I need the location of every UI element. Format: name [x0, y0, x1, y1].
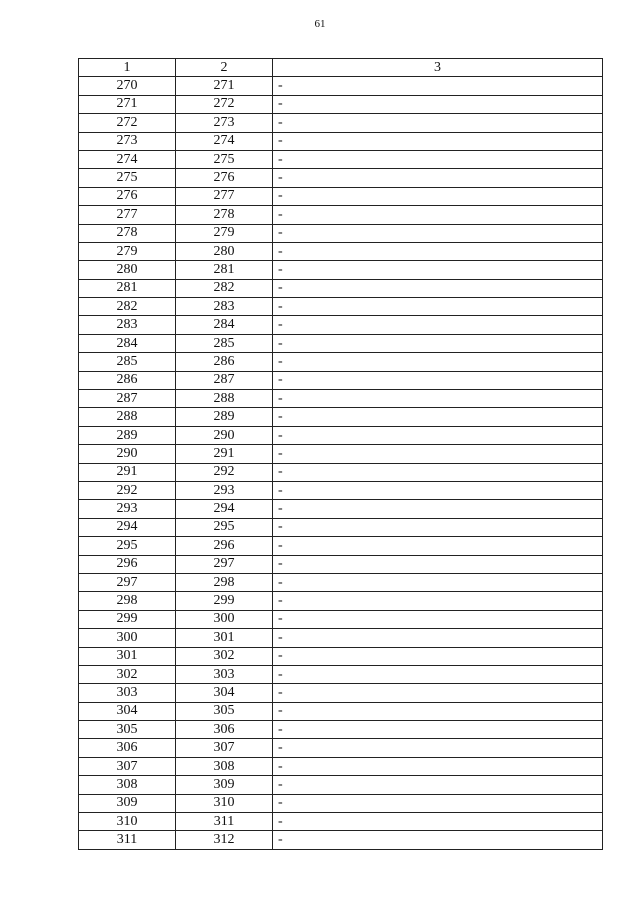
- cell-col-1: 302: [79, 665, 176, 683]
- cell-col-1: 283: [79, 316, 176, 334]
- cell-col-1: 304: [79, 702, 176, 720]
- cell-col-2: 287: [176, 371, 273, 389]
- cell-col-1: 278: [79, 224, 176, 242]
- cell-col-1: 281: [79, 279, 176, 297]
- cell-col-2: 279: [176, 224, 273, 242]
- cell-col-3: -: [273, 224, 603, 242]
- cell-col-3: -: [273, 279, 603, 297]
- cell-col-1: 288: [79, 408, 176, 426]
- table-row: [79, 114, 603, 132]
- cell-col-3: -: [273, 445, 603, 463]
- table-header: [79, 59, 603, 77]
- cell-col-2: 288: [176, 390, 273, 408]
- cell-col-2: 303: [176, 665, 273, 683]
- cell-col-1: 276: [79, 187, 176, 205]
- cell-col-3: -: [273, 334, 603, 352]
- cell-col-3: -: [273, 408, 603, 426]
- table-row: [79, 831, 603, 849]
- cell-col-2: 299: [176, 592, 273, 610]
- table-row: [79, 408, 603, 426]
- cell-col-3: -: [273, 114, 603, 132]
- cell-col-1: 274: [79, 150, 176, 168]
- column-header-3: 3: [273, 59, 603, 77]
- cell-col-2: 281: [176, 261, 273, 279]
- cell-col-2: 284: [176, 316, 273, 334]
- table-row: [79, 242, 603, 260]
- cell-col-3: -: [273, 169, 603, 187]
- cell-col-3: -: [273, 592, 603, 610]
- cell-col-2: 276: [176, 169, 273, 187]
- cell-col-3: -: [273, 95, 603, 113]
- cell-col-1: 287: [79, 390, 176, 408]
- cell-col-1: 291: [79, 463, 176, 481]
- table-row: [79, 224, 603, 242]
- table-row: [79, 665, 603, 683]
- table-row: [79, 77, 603, 95]
- cell-col-1: 275: [79, 169, 176, 187]
- table-row: [79, 776, 603, 794]
- cell-col-1: 271: [79, 95, 176, 113]
- cell-col-3: -: [273, 242, 603, 260]
- table-row: [79, 187, 603, 205]
- cell-col-1: 280: [79, 261, 176, 279]
- cell-col-3: -: [273, 721, 603, 739]
- cell-col-2: 283: [176, 298, 273, 316]
- table-row: [79, 757, 603, 775]
- table-row: [79, 481, 603, 499]
- cell-col-2: 277: [176, 187, 273, 205]
- table-row: [79, 555, 603, 573]
- cell-col-2: 302: [176, 647, 273, 665]
- cell-col-1: 285: [79, 353, 176, 371]
- cell-col-3: -: [273, 481, 603, 499]
- table-row: [79, 334, 603, 352]
- cell-col-2: 306: [176, 721, 273, 739]
- table-row: [79, 95, 603, 113]
- cell-col-2: 293: [176, 481, 273, 499]
- table-row: [79, 573, 603, 591]
- table-row: [79, 739, 603, 757]
- cell-col-3: -: [273, 647, 603, 665]
- cell-col-1: 290: [79, 445, 176, 463]
- cell-col-1: 303: [79, 684, 176, 702]
- cell-col-1: 298: [79, 592, 176, 610]
- cell-col-2: 309: [176, 776, 273, 794]
- table-row: [79, 629, 603, 647]
- table-row: [79, 279, 603, 297]
- cell-col-1: 310: [79, 813, 176, 831]
- cell-col-1: 270: [79, 77, 176, 95]
- cell-col-3: -: [273, 518, 603, 536]
- cell-col-2: 308: [176, 757, 273, 775]
- cell-col-3: -: [273, 757, 603, 775]
- cell-col-3: -: [273, 537, 603, 555]
- cell-col-1: 306: [79, 739, 176, 757]
- table-row: [79, 592, 603, 610]
- cell-col-3: -: [273, 426, 603, 444]
- cell-col-2: 275: [176, 150, 273, 168]
- cell-col-1: 297: [79, 573, 176, 591]
- cell-col-3: -: [273, 390, 603, 408]
- table-row: [79, 463, 603, 481]
- cell-col-3: -: [273, 610, 603, 628]
- cell-col-2: 286: [176, 353, 273, 371]
- data-table: [78, 58, 603, 850]
- cell-col-2: 307: [176, 739, 273, 757]
- cell-col-1: 293: [79, 500, 176, 518]
- page-number: 61: [314, 18, 326, 30]
- cell-col-3: -: [273, 684, 603, 702]
- cell-col-1: 296: [79, 555, 176, 573]
- cell-col-1: 273: [79, 132, 176, 150]
- cell-col-1: 301: [79, 647, 176, 665]
- table-row: [79, 647, 603, 665]
- cell-col-1: 277: [79, 206, 176, 224]
- cell-col-1: 279: [79, 242, 176, 260]
- table-row: [79, 794, 603, 812]
- cell-col-3: -: [273, 831, 603, 849]
- cell-col-2: 292: [176, 463, 273, 481]
- cell-col-2: 304: [176, 684, 273, 702]
- cell-col-3: -: [273, 132, 603, 150]
- cell-col-3: -: [273, 702, 603, 720]
- cell-col-3: -: [273, 298, 603, 316]
- cell-col-2: 278: [176, 206, 273, 224]
- cell-col-1: 299: [79, 610, 176, 628]
- table-row: [79, 206, 603, 224]
- cell-col-2: 295: [176, 518, 273, 536]
- cell-col-1: 292: [79, 481, 176, 499]
- cell-col-2: 291: [176, 445, 273, 463]
- cell-col-2: 305: [176, 702, 273, 720]
- table-row: [79, 298, 603, 316]
- cell-col-3: -: [273, 261, 603, 279]
- cell-col-3: -: [273, 665, 603, 683]
- cell-col-3: -: [273, 629, 603, 647]
- cell-col-3: -: [273, 555, 603, 573]
- cell-col-3: -: [273, 794, 603, 812]
- cell-col-3: -: [273, 316, 603, 334]
- cell-col-2: 300: [176, 610, 273, 628]
- cell-col-2: 311: [176, 813, 273, 831]
- cell-col-3: -: [273, 371, 603, 389]
- cell-col-1: 282: [79, 298, 176, 316]
- table-row: [79, 426, 603, 444]
- table-row: [79, 353, 603, 371]
- cell-col-3: -: [273, 776, 603, 794]
- cell-col-1: 311: [79, 831, 176, 849]
- table-row: [79, 445, 603, 463]
- cell-col-2: 273: [176, 114, 273, 132]
- cell-col-3: -: [273, 500, 603, 518]
- table-row: [79, 261, 603, 279]
- cell-col-1: 308: [79, 776, 176, 794]
- table-row: [79, 537, 603, 555]
- cell-col-2: 285: [176, 334, 273, 352]
- cell-col-1: 300: [79, 629, 176, 647]
- cell-col-1: 272: [79, 114, 176, 132]
- table-row: [79, 371, 603, 389]
- table-row: [79, 518, 603, 536]
- table-body: [79, 77, 603, 849]
- column-header-1: 1: [79, 59, 176, 77]
- cell-col-2: 301: [176, 629, 273, 647]
- table-row: [79, 721, 603, 739]
- cell-col-3: -: [273, 353, 603, 371]
- cell-col-3: -: [273, 463, 603, 481]
- table-row: [79, 132, 603, 150]
- cell-col-1: 295: [79, 537, 176, 555]
- table-row: [79, 813, 603, 831]
- cell-col-2: 298: [176, 573, 273, 591]
- cell-col-1: 286: [79, 371, 176, 389]
- cell-col-1: 289: [79, 426, 176, 444]
- cell-col-2: 297: [176, 555, 273, 573]
- cell-col-1: 305: [79, 721, 176, 739]
- cell-col-3: -: [273, 739, 603, 757]
- header-row: [79, 59, 603, 77]
- cell-col-1: 284: [79, 334, 176, 352]
- cell-col-2: 271: [176, 77, 273, 95]
- table-row: [79, 500, 603, 518]
- cell-col-3: -: [273, 187, 603, 205]
- table-row: [79, 390, 603, 408]
- cell-col-2: 294: [176, 500, 273, 518]
- cell-col-1: 307: [79, 757, 176, 775]
- cell-col-3: -: [273, 77, 603, 95]
- cell-col-1: 294: [79, 518, 176, 536]
- cell-col-2: 312: [176, 831, 273, 849]
- table-row: [79, 702, 603, 720]
- cell-col-2: 274: [176, 132, 273, 150]
- cell-col-2: 272: [176, 95, 273, 113]
- table-row: [79, 316, 603, 334]
- cell-col-3: -: [273, 150, 603, 168]
- cell-col-2: 290: [176, 426, 273, 444]
- cell-col-3: -: [273, 573, 603, 591]
- table-row: [79, 610, 603, 628]
- cell-col-2: 296: [176, 537, 273, 555]
- cell-col-2: 289: [176, 408, 273, 426]
- table-row: [79, 684, 603, 702]
- cell-col-1: 309: [79, 794, 176, 812]
- cell-col-3: -: [273, 813, 603, 831]
- table-row: [79, 169, 603, 187]
- cell-col-2: 280: [176, 242, 273, 260]
- table-row: [79, 150, 603, 168]
- cell-col-2: 282: [176, 279, 273, 297]
- column-header-2: 2: [176, 59, 273, 77]
- cell-col-2: 310: [176, 794, 273, 812]
- cell-col-3: -: [273, 206, 603, 224]
